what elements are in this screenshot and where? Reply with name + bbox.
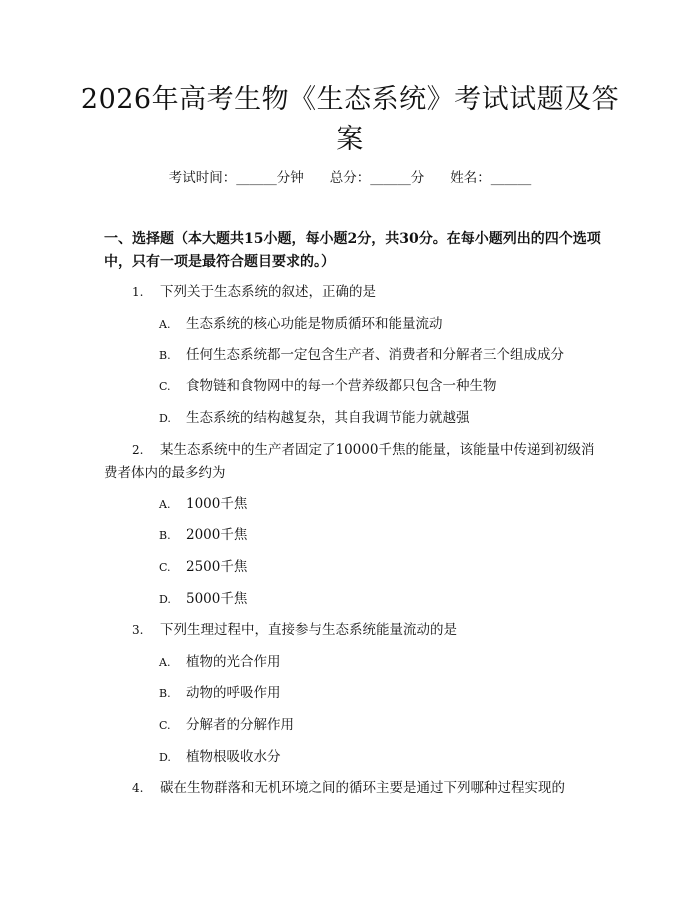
question-number: 1. xyxy=(132,285,144,299)
question-1 xyxy=(104,281,604,304)
option-text: 分解者的分解作用 xyxy=(186,717,294,733)
option-text: 植物的光合作用 xyxy=(186,654,281,670)
option-text: 5000千焦 xyxy=(186,591,248,607)
option-letter: A. xyxy=(159,498,171,511)
question-number: 2. xyxy=(132,443,144,457)
option-letter: A. xyxy=(159,318,171,331)
question-3-option-c xyxy=(159,715,294,736)
option-text: 1000千焦 xyxy=(186,496,248,512)
question-3-option-d xyxy=(159,747,281,768)
question-stem: 某生态系统中的生产者固定了10000千焦的能量，该能量中传递到初级消费者体内的最多约为 xyxy=(104,442,595,481)
option-text: 生态系统的核心功能是物质循环和能量流动 xyxy=(186,316,443,332)
option-letter: D. xyxy=(159,593,171,606)
option-letter: B. xyxy=(159,349,171,362)
option-letter: A. xyxy=(159,656,171,669)
option-text: 2500千焦 xyxy=(186,559,248,575)
student-name-field: 姓名：______ xyxy=(450,170,532,186)
question-number: 3. xyxy=(132,623,144,637)
exam-time-field: 考试时间：______分钟 xyxy=(168,170,304,186)
option-text: 食物链和食物网中的每一个营养级都只包含一种生物 xyxy=(186,378,497,394)
option-letter: C. xyxy=(159,719,171,732)
question-4 xyxy=(104,777,604,800)
question-1-option-c xyxy=(159,376,497,397)
question-1-option-d xyxy=(159,408,470,429)
option-text: 动物的呼吸作用 xyxy=(186,685,281,701)
option-letter: B. xyxy=(159,687,171,700)
question-3-option-b xyxy=(159,683,281,704)
question-stem: 碳在生物群落和无机环境之间的循环主要是通过下列哪种过程实现的 xyxy=(160,780,565,796)
question-1-option-b xyxy=(159,345,564,366)
question-3 xyxy=(104,619,604,642)
option-letter: B. xyxy=(159,529,171,542)
document-title: 2026年高考生物《生态系统》考试试题及答案 xyxy=(80,84,620,155)
option-text: 植物根吸收水分 xyxy=(186,749,281,765)
question-number: 4. xyxy=(132,781,144,795)
question-2-option-c xyxy=(159,557,247,578)
option-text: 生态系统的结构越复杂，其自我调节能力就越强 xyxy=(186,410,470,426)
question-2 xyxy=(104,439,604,485)
exam-info-line xyxy=(0,168,700,188)
question-stem: 下列生理过程中，直接参与生态系统能量流动的是 xyxy=(160,622,457,638)
option-text: 任何生态系统都一定包含生产者、消费者和分解者三个组成成分 xyxy=(186,347,564,363)
option-letter: C. xyxy=(159,561,171,574)
question-1-option-a xyxy=(159,314,443,335)
total-score-field: 总分：______分 xyxy=(329,170,425,186)
section-heading: 一、选择题（本大题共15小题，每小题2分，共30分。在每小题列出的四个选项中，只有一项是最符合题目要求的。） xyxy=(104,231,601,270)
question-3-option-a xyxy=(159,652,281,673)
question-2-option-b xyxy=(159,525,247,546)
option-text: 2000千焦 xyxy=(186,527,248,543)
option-letter: D. xyxy=(159,412,171,425)
option-letter: D. xyxy=(159,751,171,764)
question-stem: 下列关于生态系统的叙述，正确的是 xyxy=(160,284,376,300)
question-2-option-d xyxy=(159,589,247,610)
option-letter: C. xyxy=(159,380,171,393)
question-2-option-a xyxy=(159,494,247,515)
